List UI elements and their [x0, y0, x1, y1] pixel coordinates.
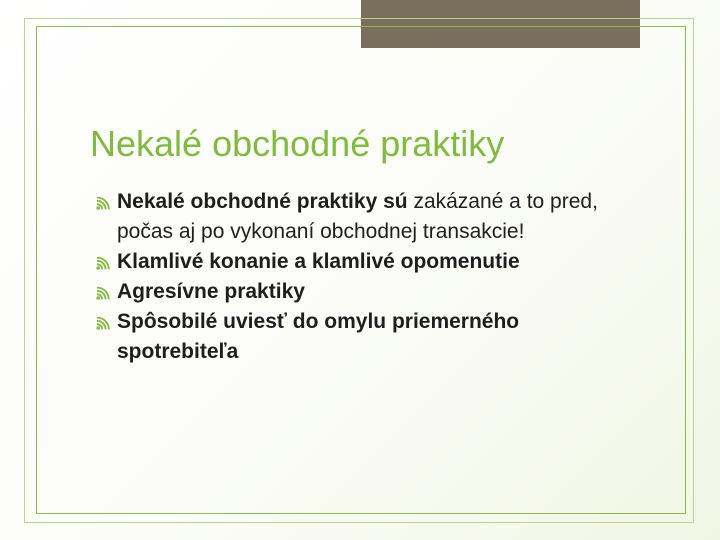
wifi-signal-icon	[96, 197, 112, 210]
bullet-item-2	[96, 247, 636, 277]
wifi-signal-icon	[96, 287, 112, 300]
wifi-signal-icon	[96, 257, 112, 270]
slide-title: Nekalé obchodné praktiky	[90, 123, 505, 164]
bullet-1-bold-text: Nekalé obchodné praktiky sú	[117, 190, 408, 213]
bullet-item-4	[96, 307, 636, 367]
bullet-1-text: zakázané a to pred, počas aj po vykonaní obchodnej transakcie!	[117, 190, 598, 243]
bullet-item-1	[96, 187, 636, 247]
bullet-4-bold-text: Spôsobilé uviesť do omylu priemerného spotrebiteľa	[117, 310, 520, 363]
bullet-2-bold-text: Klamlivé konanie a klamlivé opomenutie	[117, 250, 520, 273]
wifi-signal-icon	[96, 317, 112, 330]
bullet-list	[96, 187, 636, 367]
bullet-item-3	[96, 277, 636, 307]
bullet-3-bold-text: Agresívne praktiky	[117, 280, 305, 303]
